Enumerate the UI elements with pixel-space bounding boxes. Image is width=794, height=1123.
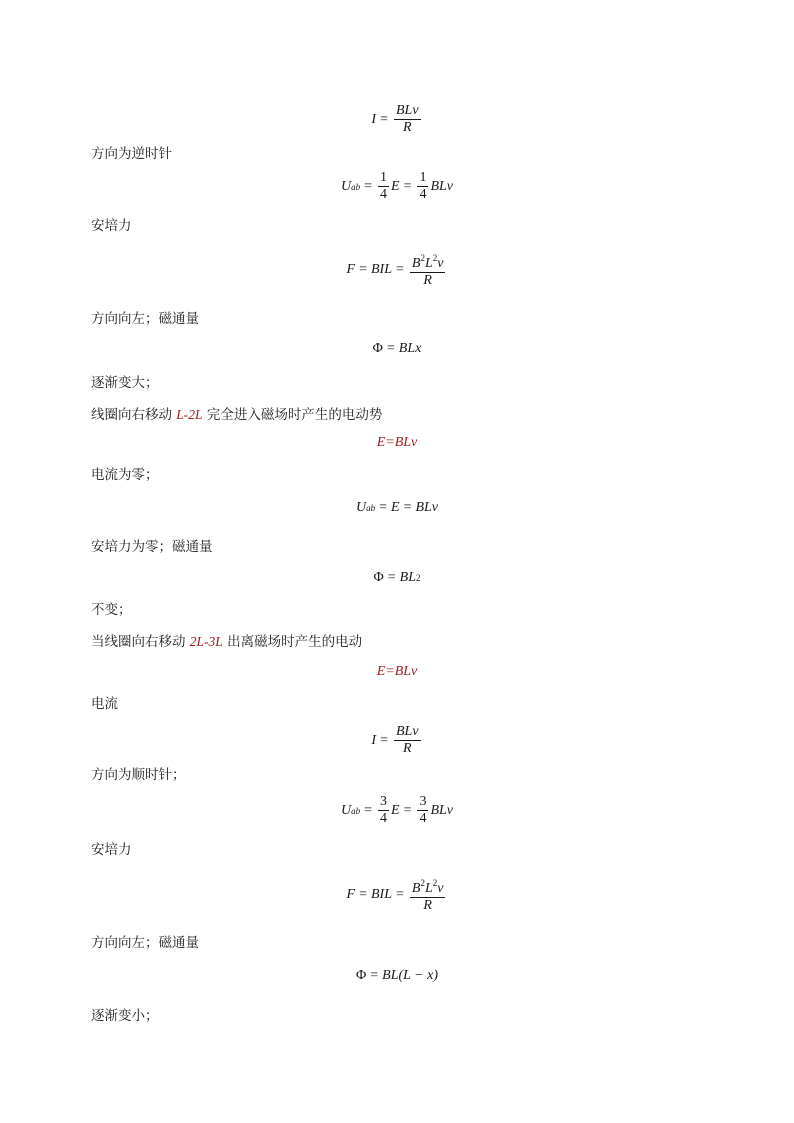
eq-lhs: F (346, 886, 356, 902)
fraction (417, 170, 428, 203)
numerator: BLv (396, 724, 419, 739)
text-line: 方向为顺时针； (91, 767, 186, 783)
text-line: 方向向左；磁通量 (91, 311, 199, 327)
equation-voltage (0, 500, 794, 516)
equation-force (0, 875, 794, 914)
eq-lhs: Φ (372, 341, 383, 356)
denominator: 4 (419, 187, 427, 202)
numerator: 3 (380, 794, 387, 809)
subscript: ab (366, 503, 376, 513)
fraction (394, 103, 421, 136)
text-segment: 完全进入磁场时产生的电动势 (202, 407, 383, 423)
eq-sign: = (380, 732, 388, 748)
fraction (378, 794, 389, 827)
numerator: $B^2L^2v$ (410, 250, 446, 273)
eq-sign: = (364, 802, 372, 818)
numerator: 1 (380, 170, 387, 185)
text-line: 安培力 (91, 218, 132, 234)
text-line: 安培力 (91, 842, 132, 858)
text-line: 逐渐变大； (91, 375, 159, 391)
eq-lhs: F (346, 261, 356, 277)
text-segment: 线圈向右移动 (91, 407, 177, 423)
equation-flux (0, 341, 794, 357)
text-line (91, 633, 362, 651)
numerator: 1 (419, 170, 427, 185)
eq-lhs: U (340, 802, 352, 818)
denominator: R (423, 273, 432, 288)
eq-sign: = (387, 570, 396, 585)
equation-voltage (0, 794, 794, 827)
eq-term: E (391, 500, 400, 515)
equation-voltage (0, 170, 794, 203)
eq-sign: = (395, 261, 404, 277)
equation-current (0, 103, 794, 136)
superscript: 2 (415, 573, 421, 583)
eq-sign: = (386, 341, 395, 356)
text-line (91, 406, 382, 424)
equation-flux (0, 570, 794, 586)
text-variable: 2L-3L (189, 634, 223, 649)
eq-lhs: I (371, 111, 377, 127)
text-line: 电流为零； (91, 467, 159, 483)
eq-sign: = (359, 886, 367, 902)
text-line: 方向为逆时针 (91, 146, 172, 162)
eq-lhs: U (340, 178, 352, 194)
eq-lhs: Φ (356, 968, 367, 983)
eq-lhs: I (371, 732, 377, 748)
fraction (410, 250, 446, 289)
fraction (378, 170, 389, 203)
denominator: R (403, 741, 412, 756)
eq-sign: = (403, 178, 412, 194)
text-line: 安培力为零；磁通量 (91, 539, 213, 555)
equation-current (0, 724, 794, 757)
eq-term: BIL (370, 261, 392, 277)
eq-sign: = (379, 500, 387, 515)
eq-term: BIL (370, 886, 392, 902)
eq-term: E (391, 178, 400, 194)
subscript: ab (351, 805, 361, 816)
text-line: 不变； (91, 602, 132, 618)
text-segment: 出离磁场时产生的电动 (222, 634, 363, 650)
equation-force (0, 250, 794, 289)
denominator: 4 (419, 811, 427, 826)
denominator: R (423, 898, 432, 913)
fraction (410, 875, 446, 914)
eq-rhs: BLv (415, 500, 439, 515)
subscript: ab (351, 181, 361, 192)
numerator: $B^2L^2v$ (410, 875, 446, 898)
eq-rhs: BL(L − x) (382, 968, 438, 983)
eq-lhs: U (355, 500, 367, 515)
fraction (417, 794, 428, 827)
eq-sign: = (380, 111, 388, 127)
equation-flux (0, 968, 794, 984)
equation-emf: E=BLv (376, 664, 418, 679)
text-line: 逐渐变小； (91, 1008, 159, 1024)
eq-rhs: BLv (430, 802, 454, 818)
text-line: 电流 (91, 696, 118, 712)
numerator: BLv (396, 103, 419, 118)
eq-sign: = (403, 802, 412, 818)
eq-rhs: BLv (430, 178, 454, 194)
eq-rhs: BLx (398, 341, 422, 356)
eq-term: E (391, 802, 400, 818)
numerator: 3 (419, 794, 427, 809)
text-variable: L-2L (176, 407, 203, 422)
eq-sign: = (370, 968, 379, 983)
text-segment: 当线圈向右移动 (91, 634, 190, 650)
eq-lhs: Φ (373, 570, 384, 585)
text-line: 方向向左；磁通量 (91, 935, 199, 951)
eq-sign: = (395, 886, 404, 902)
eq-rhs: BL (399, 570, 416, 585)
fraction (394, 724, 421, 757)
eq-sign: = (364, 178, 372, 194)
equation-emf: E=BLv (376, 435, 418, 450)
denominator: 4 (380, 187, 387, 202)
denominator: R (403, 120, 412, 135)
denominator: 4 (380, 811, 387, 826)
eq-sign: = (403, 500, 412, 515)
eq-sign: = (359, 261, 367, 277)
